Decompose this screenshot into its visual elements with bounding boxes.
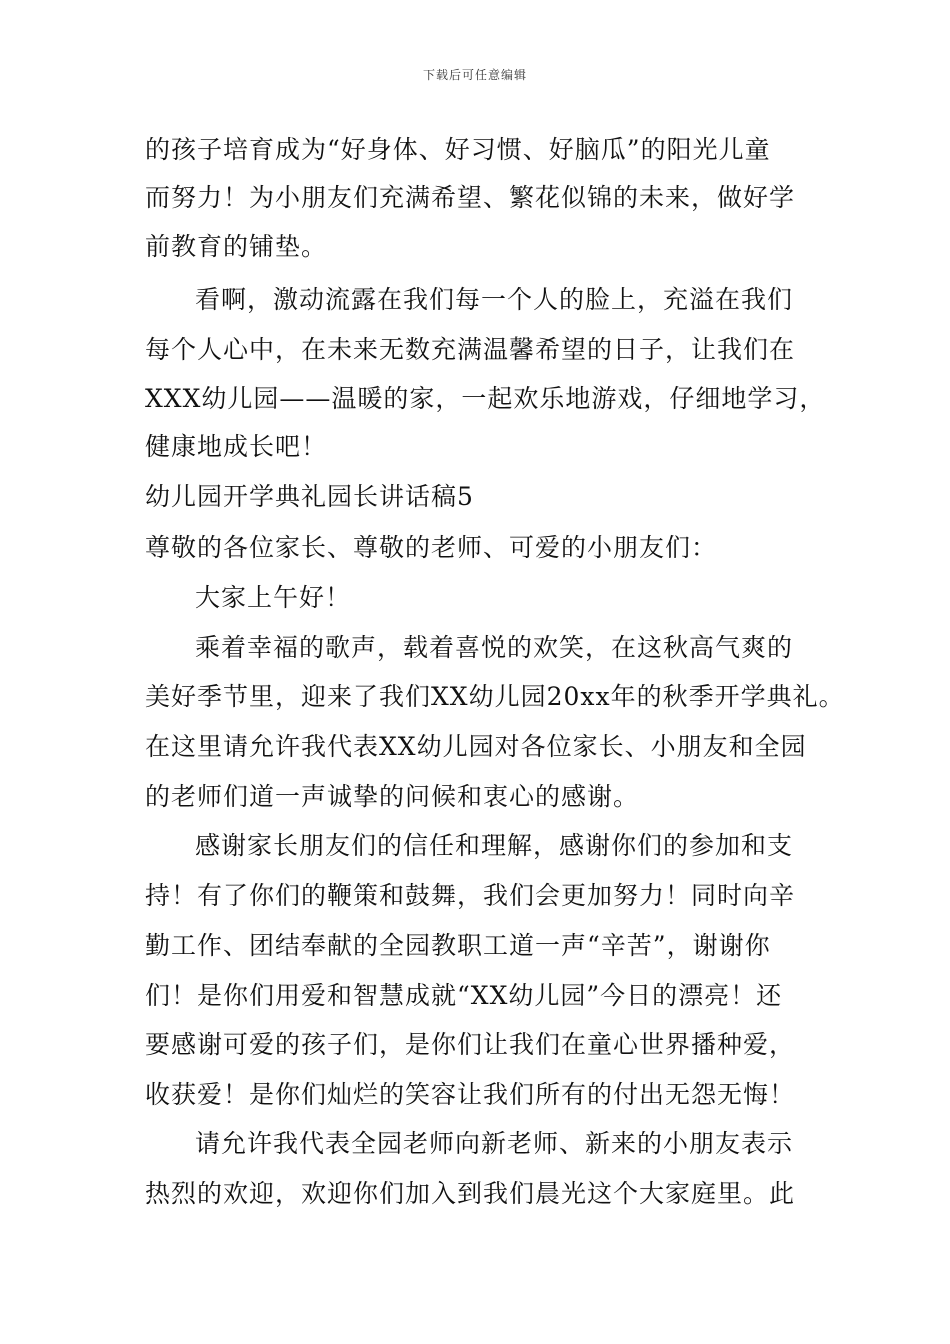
text-line: 的孩子培育成为“好身体、好习惯、好脑瓜”的阳光儿童 xyxy=(145,135,771,164)
text-line: 健康地成长吧！ xyxy=(145,432,328,461)
text-line: 每个人心中，在未来无数充满温馨希望的日子，让我们在 xyxy=(145,335,796,364)
text-line: 要感谢可爱的孩子们，是你们让我们在童心世界播种爱， xyxy=(145,1030,796,1059)
text-line: 感谢家长朋友们的信任和理解，感谢你们的参加和支 xyxy=(195,831,794,860)
section-heading: 幼儿园开学典礼园长讲话稿5 xyxy=(145,482,474,511)
text-line: 持！有了你们的鞭策和鼓舞，我们会更加努力！同时向辛 xyxy=(145,881,796,910)
text-line: 收获爱！是你们灿烂的笑容让我们所有的付出无怨无悔！ xyxy=(145,1080,796,1109)
text-line: 热烈的欢迎，欢迎你们加入到我们晨光这个大家庭里。此 xyxy=(145,1179,796,1208)
text-line: XXX幼儿园——温暖的家，一起欢乐地游戏，仔细地学习， xyxy=(145,384,826,413)
text-line: 而努力！为小朋友们充满希望、繁花似锦的未来，做好学 xyxy=(145,183,796,212)
text-line: 勤工作、团结奉献的全园教职工道一声“辛苦”，谢谢你 xyxy=(145,931,771,960)
text-line: 大家上午好！ xyxy=(195,583,352,612)
text-line: 们！是你们用爱和智慧成就“XX幼儿园”今日的漂亮！还 xyxy=(145,981,783,1010)
text-line: 在这里请允许我代表XX幼儿园对各位家长、小朋友和全园 xyxy=(145,732,807,761)
text-line: 美好季节里，迎来了我们XX幼儿园20xx年的秋季开学典礼。 xyxy=(145,682,845,711)
text-line: 前教育的铺垫。 xyxy=(145,232,328,261)
text-line: 尊敬的各位家长、尊敬的老师、可爱的小朋友们： xyxy=(145,533,718,562)
page-header: 下载后可任意编辑 xyxy=(422,68,527,82)
text-line: 乘着幸福的歌声，载着喜悦的欢笑，在这秋高气爽的 xyxy=(195,633,794,662)
text-line: 请允许我代表全园老师向新老师、新来的小朋友表示 xyxy=(195,1129,794,1158)
text-line: 看啊，激动流露在我们每一个人的脸上，充溢在我们 xyxy=(195,285,794,314)
text-line: 的老师们道一声诚挚的问候和衷心的感谢。 xyxy=(145,782,640,811)
